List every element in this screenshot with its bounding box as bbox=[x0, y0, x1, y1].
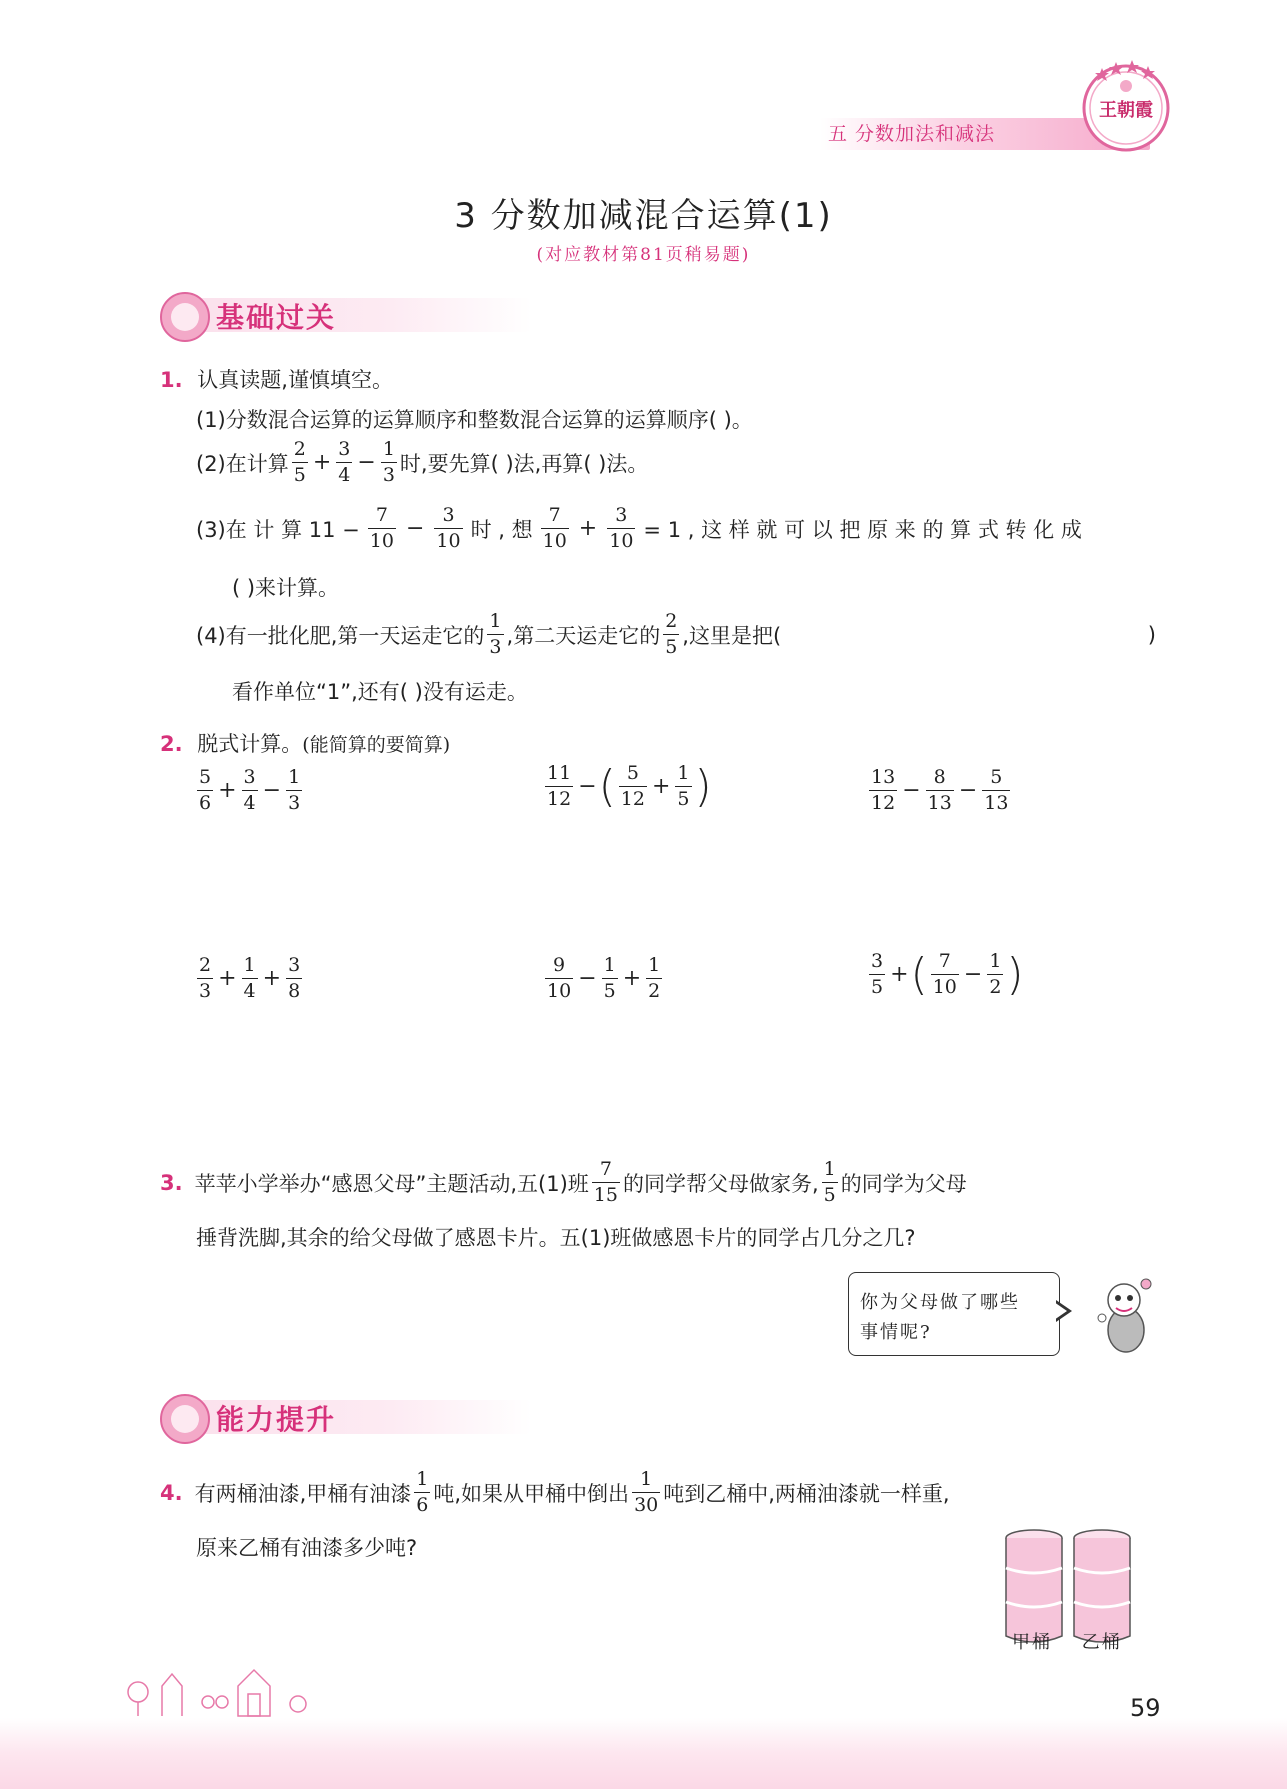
page-number: 59 bbox=[1130, 1694, 1161, 1722]
q2-number: 2. bbox=[160, 732, 183, 756]
q4-number: 4. bbox=[160, 1480, 183, 1505]
fraction: $\frac{7}{10}$ bbox=[542, 504, 567, 552]
chapter-label: 五 分数加法和减法 bbox=[828, 123, 996, 145]
barrel-labels bbox=[1012, 1628, 1122, 1654]
footer-town-illustration-icon bbox=[118, 1646, 418, 1718]
cartoon-mascot-icon bbox=[1090, 1272, 1160, 1358]
fraction: $\frac{1}{3}$ bbox=[489, 610, 502, 658]
fraction: $\frac{3}{10}$ bbox=[436, 504, 461, 552]
q1-number: 1. bbox=[160, 368, 183, 392]
q1-part2: (2)在计算 $\frac{2}{5}$ + $\frac{3}{4}$ − $\frac{1}{3}$ 时,要先算( )法,再算( )法。 bbox=[196, 438, 649, 486]
fraction: $\frac{3}{10}$ bbox=[609, 504, 634, 552]
fraction: $\frac{2}{5}$ bbox=[665, 610, 678, 658]
lesson-title: 3 分数加减混合运算(1) bbox=[454, 196, 833, 236]
expression-1: $\frac{5}{6}$ + $\frac{3}{4}$ − $\frac{1}{3}$ bbox=[199, 766, 301, 814]
section-title-advanced: 能力提升 bbox=[216, 1403, 337, 1436]
fraction: $\frac{1}{3}$ bbox=[382, 438, 395, 486]
q3-line2: 捶背洗脚,其余的给父母做了感恩卡片。五(1)班做感恩卡片的同学占几分之几? bbox=[196, 1226, 916, 1250]
cartoon-face-icon bbox=[160, 292, 210, 342]
expression-3: $\frac{13}{12}$ − $\frac{8}{13}$ − $\frac{5}{13}$ bbox=[871, 766, 1009, 814]
fraction: $\frac{7}{10}$ bbox=[369, 504, 394, 552]
q1-part1: (1)分数混合运算的运算顺序和整数混合运算的运算顺序( )。 bbox=[196, 408, 753, 432]
expression-5: $\frac{9}{10}$ − $\frac{1}{5}$ + $\frac{1}{2}$ bbox=[547, 954, 661, 1002]
section-badge-basic bbox=[160, 292, 540, 340]
q3-number: 3. bbox=[160, 1170, 183, 1195]
expression-2: $\frac{11}{12}$ − ( $\frac{5}{12}$ + $\frac{1}{5}$ ) bbox=[547, 760, 712, 812]
speech-bubble-text: 你为父母做了哪些 事情呢? bbox=[860, 1292, 1020, 1343]
q1-part3: (3)在 计 算 11 − $\frac{7}{10}$ − $\frac{3}{10}$ 时 , 想 $\frac{7}{10}$ + $\frac{3}{10}$ = 1 , 这 样 就 可 以 把 原 来 的 算 式 转 化 成 bbox=[196, 504, 1082, 552]
q1-part4-cont: 看作单位“1”,还有( )没有运走。 bbox=[232, 680, 528, 704]
q2-header: 2. 脱式计算。(能简算的要简算) bbox=[160, 732, 451, 756]
logo-text: 王朝霞 bbox=[1099, 100, 1153, 121]
q1-part3-cont: ( )来计算。 bbox=[232, 576, 340, 600]
q4-line2: 原来乙桶有油漆多少吨? bbox=[196, 1536, 418, 1560]
fraction: $\frac{2}{5}$ bbox=[293, 438, 306, 486]
barrel-label-b: 乙桶 bbox=[1081, 1632, 1122, 1653]
q1-intro-line bbox=[160, 364, 393, 394]
section-title-basic: 基础过关 bbox=[216, 301, 337, 334]
section-badge-advanced bbox=[160, 1394, 540, 1442]
q4-line1: 4. 有两桶油漆,甲桶有油漆 $\frac{1}{6}$ 吨,如果从甲桶中倒出 $\frac{1}{30}$ 吨到乙桶中,两桶油漆就一样重, bbox=[160, 1468, 950, 1516]
cartoon-face-icon bbox=[160, 1394, 210, 1444]
footer-band bbox=[0, 1718, 1287, 1789]
lesson-subtitle: (对应教材第81页稍易题) bbox=[536, 245, 751, 265]
expression-4: $\frac{2}{3}$ + $\frac{1}{4}$ + $\frac{3}{8}$ bbox=[199, 954, 301, 1002]
q3-line1: 3. 苹苹小学举办“感恩父母”主题活动,五(1)班 $\frac{7}{15}$ 的同学帮父母做家务, $\frac{1}{5}$ 的同学为父母 bbox=[160, 1158, 967, 1206]
q1-intro: 认真读题,谨慎填空。 bbox=[197, 368, 393, 392]
expression-6: $\frac{3}{5}$ + ( $\frac{7}{10}$ − $\frac{1}{2}$ ) bbox=[871, 948, 1024, 1000]
barrel-label-a: 甲桶 bbox=[1012, 1632, 1052, 1653]
fraction: $\frac{3}{4}$ bbox=[338, 438, 351, 486]
q1-part4: (4)有一批化肥,第一天运走它的 $\frac{1}{3}$ ,第二天运走它的 $\frac{2}{5}$ ,这里是把( ) bbox=[196, 610, 1156, 658]
speech-bubble-tail-fill bbox=[1054, 1302, 1067, 1320]
